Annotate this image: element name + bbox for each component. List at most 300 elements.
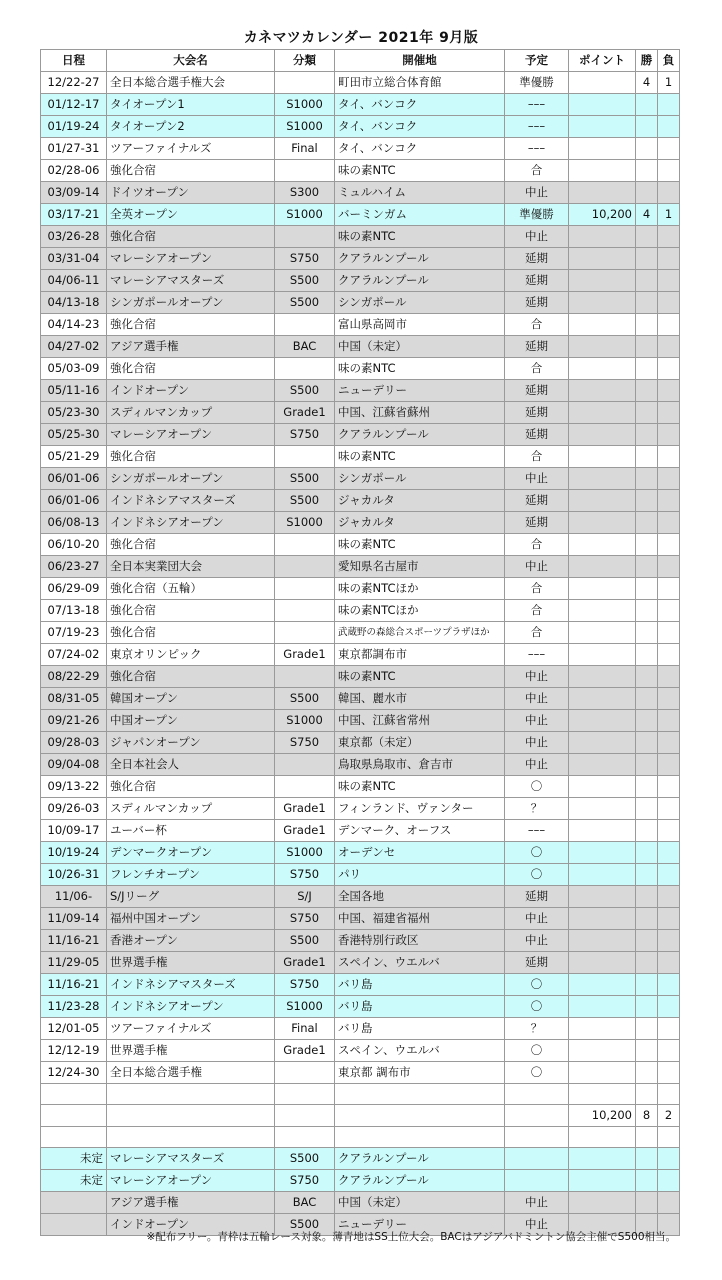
cell-points: [569, 512, 636, 534]
cell-points: [569, 820, 636, 842]
cell-grade: S500: [275, 292, 335, 314]
cell-losses: [658, 1084, 680, 1105]
cell-event-name: インドオープン: [107, 1214, 275, 1236]
cell-venue: クアラルンプール: [335, 248, 505, 270]
cell-points: [569, 72, 636, 94]
cell-plan: 延期: [505, 270, 569, 292]
cell-event-name: 強化合宿: [107, 776, 275, 798]
cell-event-name: 世界選手権: [107, 1040, 275, 1062]
cell-venue: [335, 1084, 505, 1105]
cell-losses: [658, 160, 680, 182]
cell-losses: [658, 578, 680, 600]
cell-event-name: 全日本総合選手権: [107, 1062, 275, 1084]
cell-wins: 8: [636, 1105, 658, 1127]
cell-wins: [636, 798, 658, 820]
cell-wins: [636, 380, 658, 402]
cell-wins: [636, 1018, 658, 1040]
cell-date: 09/26-03: [41, 798, 107, 820]
header-cell-name: 大会名: [107, 50, 275, 72]
table-row: [41, 402, 680, 424]
footnote: ※配布フリー。青枠は五輪レース対象。薄青地はSS上位大会。BACはアジアバドミントン協会主催でS500相当。: [146, 1231, 676, 1243]
cell-points: [569, 754, 636, 776]
cell-plan: 延期: [505, 886, 569, 908]
cell-points: [569, 138, 636, 160]
table-row: [41, 512, 680, 534]
cell-event-name: 全日本社会人: [107, 754, 275, 776]
cell-wins: [636, 1062, 658, 1084]
cell-date: 09/21-26: [41, 710, 107, 732]
table-row: [41, 754, 680, 776]
cell-wins: [636, 710, 658, 732]
table-row: [41, 974, 680, 996]
cell-points: [569, 490, 636, 512]
cell-grade: Grade1: [275, 402, 335, 424]
cell-grade: S750: [275, 248, 335, 270]
cell-losses: [658, 116, 680, 138]
cell-wins: [636, 886, 658, 908]
cell-grade: S750: [275, 424, 335, 446]
cell-grade: BAC: [275, 1192, 335, 1214]
cell-date: 03/31-04: [41, 248, 107, 270]
cell-event-name: 全日本実業団大会: [107, 556, 275, 578]
cell-date: 09/28-03: [41, 732, 107, 754]
cell-venue: オーデンセ: [335, 842, 505, 864]
cell-date: 08/22-29: [41, 666, 107, 688]
cell-plan: 中止: [505, 182, 569, 204]
cell-wins: [636, 1127, 658, 1148]
cell-venue: シンガポール: [335, 292, 505, 314]
cell-points: [569, 864, 636, 886]
cell-plan: –––: [505, 116, 569, 138]
cell-event-name: 強化合宿: [107, 160, 275, 182]
cell-event-name: 世界選手権: [107, 952, 275, 974]
cell-wins: [636, 908, 658, 930]
cell-grade: S1000: [275, 512, 335, 534]
cell-wins: [636, 512, 658, 534]
cell-event-name: ユーバー杯: [107, 820, 275, 842]
table-row: [41, 732, 680, 754]
cell-wins: [636, 402, 658, 424]
table-row: [41, 358, 680, 380]
cell-event-name: ツアーファイナルズ: [107, 138, 275, 160]
cell-losses: [658, 798, 680, 820]
cell-plan: 中止: [505, 1192, 569, 1214]
cell-date: 12/22-27: [41, 72, 107, 94]
header-row: [41, 50, 680, 72]
cell-plan: 中止: [505, 908, 569, 930]
cell-date: 06/29-09: [41, 578, 107, 600]
cell-date: 06/23-27: [41, 556, 107, 578]
cell-event-name: 強化合宿: [107, 358, 275, 380]
cell-grade: S1000: [275, 842, 335, 864]
table-row: [41, 996, 680, 1018]
cell-venue: 香港特別行政区: [335, 930, 505, 952]
cell-plan: 準優勝: [505, 204, 569, 226]
cell-venue: 武蔵野の森総合スポーツプラザほか: [335, 622, 505, 644]
cell-grade: S750: [275, 974, 335, 996]
cell-event-name: 強化合宿: [107, 622, 275, 644]
cell-losses: [658, 864, 680, 886]
cell-venue: スペイン、ウエルバ: [335, 952, 505, 974]
cell-plan: 中止: [505, 710, 569, 732]
cell-event-name: ドイツオープン: [107, 182, 275, 204]
table-row: [41, 556, 680, 578]
cell-venue: デンマーク、オーフス: [335, 820, 505, 842]
cell-date: 06/08-13: [41, 512, 107, 534]
cell-venue: 味の素NTC: [335, 446, 505, 468]
cell-points: [569, 578, 636, 600]
cell-venue: パリ: [335, 864, 505, 886]
cell-points: [569, 1018, 636, 1040]
cell-plan: 中止: [505, 666, 569, 688]
cell-plan: 延期: [505, 380, 569, 402]
cell-losses: [658, 688, 680, 710]
cell-event-name: 強化合宿: [107, 446, 275, 468]
cell-plan: 〇: [505, 974, 569, 996]
cell-date: 未定: [41, 1148, 107, 1170]
cell-losses: [658, 314, 680, 336]
cell-date: 05/03-09: [41, 358, 107, 380]
cell-event-name: ジャパンオープン: [107, 732, 275, 754]
cell-wins: [636, 600, 658, 622]
cell-plan: 〇: [505, 996, 569, 1018]
cell-points: [569, 732, 636, 754]
cell-venue: フィンランド、ヴァンター: [335, 798, 505, 820]
cell-event-name: アジア選手権: [107, 336, 275, 358]
table-row: [41, 446, 680, 468]
cell-venue: 鳥取県鳥取市、倉吉市: [335, 754, 505, 776]
cell-wins: [636, 534, 658, 556]
cell-points: [569, 446, 636, 468]
cell-wins: [636, 732, 658, 754]
cell-date: 12/24-30: [41, 1062, 107, 1084]
cell-points: [569, 556, 636, 578]
cell-grade: S500: [275, 380, 335, 402]
cell-points: [569, 1148, 636, 1170]
table-row: [41, 710, 680, 732]
cell-event-name: マレーシアマスターズ: [107, 270, 275, 292]
table-row: [41, 666, 680, 688]
cell-grade: Grade1: [275, 1040, 335, 1062]
cell-wins: [636, 314, 658, 336]
cell-date: 06/01-06: [41, 468, 107, 490]
table-row: [41, 336, 680, 358]
cell-wins: [636, 182, 658, 204]
cell-losses: 2: [658, 1105, 680, 1127]
cell-grade: [275, 666, 335, 688]
cell-date: 09/04-08: [41, 754, 107, 776]
cell-points: [569, 908, 636, 930]
cell-losses: [658, 402, 680, 424]
cell-event-name: スディルマンカップ: [107, 798, 275, 820]
cell-plan: 中止: [505, 732, 569, 754]
table-row: [41, 886, 680, 908]
cell-date: 07/24-02: [41, 644, 107, 666]
table-row: [41, 1127, 680, 1148]
cell-points: [569, 952, 636, 974]
cell-points: 10,200: [569, 1105, 636, 1127]
cell-plan: 延期: [505, 424, 569, 446]
cell-losses: [658, 1170, 680, 1192]
cell-wins: [636, 94, 658, 116]
cell-grade: Grade1: [275, 798, 335, 820]
table-row: [41, 1148, 680, 1170]
cell-points: [569, 622, 636, 644]
cell-plan: ？: [505, 1018, 569, 1040]
cell-date: 04/14-23: [41, 314, 107, 336]
table-row: [41, 116, 680, 138]
cell-venue: タイ、バンコク: [335, 116, 505, 138]
cell-venue: 味の素NTCほか: [335, 578, 505, 600]
cell-event-name: 中国オープン: [107, 710, 275, 732]
cell-event-name: 強化合宿（五輪）: [107, 578, 275, 600]
cell-event-name: タイオープン2: [107, 116, 275, 138]
cell-plan: 中止: [505, 1214, 569, 1236]
cell-venue: バリ島: [335, 974, 505, 996]
cell-grade: [275, 1062, 335, 1084]
cell-grade: S750: [275, 732, 335, 754]
table-row: [41, 622, 680, 644]
cell-venue: ジャカルタ: [335, 490, 505, 512]
cell-losses: [658, 952, 680, 974]
table-row: [41, 248, 680, 270]
cell-wins: [636, 556, 658, 578]
cell-wins: [636, 864, 658, 886]
table-row: [41, 138, 680, 160]
cell-venue: シンガポール: [335, 468, 505, 490]
cell-wins: [636, 688, 658, 710]
cell-venue: 味の素NTC: [335, 776, 505, 798]
cell-points: [569, 1084, 636, 1105]
cell-date: [41, 1084, 107, 1105]
cell-date: 06/10-20: [41, 534, 107, 556]
cell-event-name: インドネシアオープン: [107, 512, 275, 534]
cell-grade: S500: [275, 1148, 335, 1170]
cell-grade: [275, 160, 335, 182]
cell-points: [569, 996, 636, 1018]
cell-losses: [658, 622, 680, 644]
cell-venue: 東京都 調布市: [335, 1062, 505, 1084]
cell-plan: 〇: [505, 1040, 569, 1062]
cell-plan: 合: [505, 160, 569, 182]
cell-points: [569, 358, 636, 380]
cell-grade: Grade1: [275, 952, 335, 974]
cell-losses: [658, 94, 680, 116]
cell-wins: [636, 644, 658, 666]
cell-grade: [275, 534, 335, 556]
cell-date: 06/01-06: [41, 490, 107, 512]
cell-wins: [636, 1084, 658, 1105]
header-cell-plan: 予定: [505, 50, 569, 72]
cell-grade: S750: [275, 908, 335, 930]
cell-venue: 東京都（未定）: [335, 732, 505, 754]
cell-date: 11/23-28: [41, 996, 107, 1018]
cell-event-name: スディルマンカップ: [107, 402, 275, 424]
table-row: [41, 952, 680, 974]
cell-plan: 延期: [505, 292, 569, 314]
cell-event-name: タイオープン1: [107, 94, 275, 116]
cell-event-name: S/Jリーグ: [107, 886, 275, 908]
cell-wins: [636, 754, 658, 776]
cell-plan: 中止: [505, 226, 569, 248]
cell-date: 03/09-14: [41, 182, 107, 204]
cell-date: [41, 1214, 107, 1236]
cell-plan: 〇: [505, 864, 569, 886]
cell-plan: 合: [505, 358, 569, 380]
cell-grade: Final: [275, 138, 335, 160]
cell-wins: [636, 1148, 658, 1170]
cell-losses: [658, 512, 680, 534]
cell-venue: 中国、福建省福州: [335, 908, 505, 930]
cell-losses: [658, 182, 680, 204]
cell-losses: [658, 1127, 680, 1148]
cell-plan: 中止: [505, 556, 569, 578]
cell-grade: S750: [275, 864, 335, 886]
cell-grade: [275, 1105, 335, 1127]
cell-points: [569, 688, 636, 710]
cell-grade: [275, 314, 335, 336]
cell-venue: ニューデリー: [335, 1214, 505, 1236]
table-row: [41, 1040, 680, 1062]
cell-points: [569, 930, 636, 952]
cell-points: [569, 468, 636, 490]
cell-event-name: 福州中国オープン: [107, 908, 275, 930]
cell-losses: [658, 490, 680, 512]
cell-date: 04/13-18: [41, 292, 107, 314]
table-row: [41, 908, 680, 930]
cell-venue: 愛知県名古屋市: [335, 556, 505, 578]
cell-plan: [505, 1105, 569, 1127]
cell-date: 10/26-31: [41, 864, 107, 886]
cell-date: 05/23-30: [41, 402, 107, 424]
page-title: カネマツカレンダー 2021年 9月版: [243, 30, 479, 46]
cell-grade: [275, 622, 335, 644]
cell-venue: 味の素NTCほか: [335, 600, 505, 622]
cell-date: 07/13-18: [41, 600, 107, 622]
cell-plan: 合: [505, 314, 569, 336]
cell-losses: [658, 1040, 680, 1062]
cell-venue: タイ、バンコク: [335, 94, 505, 116]
cell-losses: [658, 996, 680, 1018]
header-cell-date: 日程: [41, 50, 107, 72]
cell-date: 05/11-16: [41, 380, 107, 402]
cell-plan: [505, 1084, 569, 1105]
table-row: [41, 1062, 680, 1084]
cell-losses: [658, 424, 680, 446]
table-row: [41, 578, 680, 600]
cell-event-name: インドオープン: [107, 380, 275, 402]
cell-losses: [658, 710, 680, 732]
cell-points: [569, 1127, 636, 1148]
cell-date: 05/25-30: [41, 424, 107, 446]
cell-event-name: 強化合宿: [107, 534, 275, 556]
cell-grade: S500: [275, 930, 335, 952]
cell-wins: [636, 842, 658, 864]
cell-losses: [658, 248, 680, 270]
cell-losses: [658, 556, 680, 578]
cell-grade: [275, 358, 335, 380]
cell-plan: [505, 1170, 569, 1192]
cell-date: 10/09-17: [41, 820, 107, 842]
cell-grade: S500: [275, 468, 335, 490]
cell-venue: クアラルンプール: [335, 424, 505, 446]
cell-wins: [636, 952, 658, 974]
cell-venue: 味の素NTC: [335, 160, 505, 182]
table-row: [41, 688, 680, 710]
cell-venue: 味の素NTC: [335, 358, 505, 380]
cell-points: [569, 798, 636, 820]
cell-wins: [636, 270, 658, 292]
cell-venue: クアラルンプール: [335, 1148, 505, 1170]
cell-venue: 東京都調布市: [335, 644, 505, 666]
cell-wins: [636, 1192, 658, 1214]
cell-date: [41, 1127, 107, 1148]
cell-grade: [275, 578, 335, 600]
cell-losses: [658, 666, 680, 688]
cell-venue: ニューデリー: [335, 380, 505, 402]
header-cell-wins: 勝: [636, 50, 658, 72]
cell-losses: [658, 1062, 680, 1084]
table-row: [41, 1170, 680, 1192]
cell-wins: [636, 226, 658, 248]
cell-date: 08/31-05: [41, 688, 107, 710]
table-row: [41, 314, 680, 336]
cell-date: 12/12-19: [41, 1040, 107, 1062]
cell-date: 01/19-24: [41, 116, 107, 138]
cell-venue: 味の素NTC: [335, 226, 505, 248]
cell-losses: [658, 226, 680, 248]
cell-grade: S750: [275, 1170, 335, 1192]
cell-plan: 延期: [505, 490, 569, 512]
cell-wins: 4: [636, 72, 658, 94]
cell-event-name: 強化合宿: [107, 666, 275, 688]
cell-grade: S1000: [275, 94, 335, 116]
cell-date: 11/09-14: [41, 908, 107, 930]
table-row: [41, 820, 680, 842]
table-row: [41, 930, 680, 952]
cell-losses: [658, 1192, 680, 1214]
table-row: [41, 160, 680, 182]
cell-plan: 中止: [505, 754, 569, 776]
cell-venue: 中国（未定）: [335, 1192, 505, 1214]
cell-points: [569, 226, 636, 248]
cell-grade: BAC: [275, 336, 335, 358]
cell-plan: –––: [505, 644, 569, 666]
cell-plan: ？: [505, 798, 569, 820]
cell-grade: [275, 754, 335, 776]
cell-plan: –––: [505, 94, 569, 116]
table-row: [41, 644, 680, 666]
cell-losses: [658, 358, 680, 380]
cell-wins: [636, 292, 658, 314]
cell-event-name: マレーシアマスターズ: [107, 1148, 275, 1170]
cell-grade: S500: [275, 688, 335, 710]
cell-date: 09/13-22: [41, 776, 107, 798]
cell-plan: 準優勝: [505, 72, 569, 94]
cell-plan: 中止: [505, 468, 569, 490]
cell-date: 10/19-24: [41, 842, 107, 864]
cell-plan: 合: [505, 600, 569, 622]
cell-date: 04/27-02: [41, 336, 107, 358]
table-row: [41, 1192, 680, 1214]
cell-venue: クアラルンプール: [335, 270, 505, 292]
cell-points: [569, 534, 636, 556]
cell-points: [569, 886, 636, 908]
cell-plan: –––: [505, 138, 569, 160]
table-row: [41, 1105, 680, 1127]
table-row: [41, 204, 680, 226]
cell-losses: [658, 468, 680, 490]
